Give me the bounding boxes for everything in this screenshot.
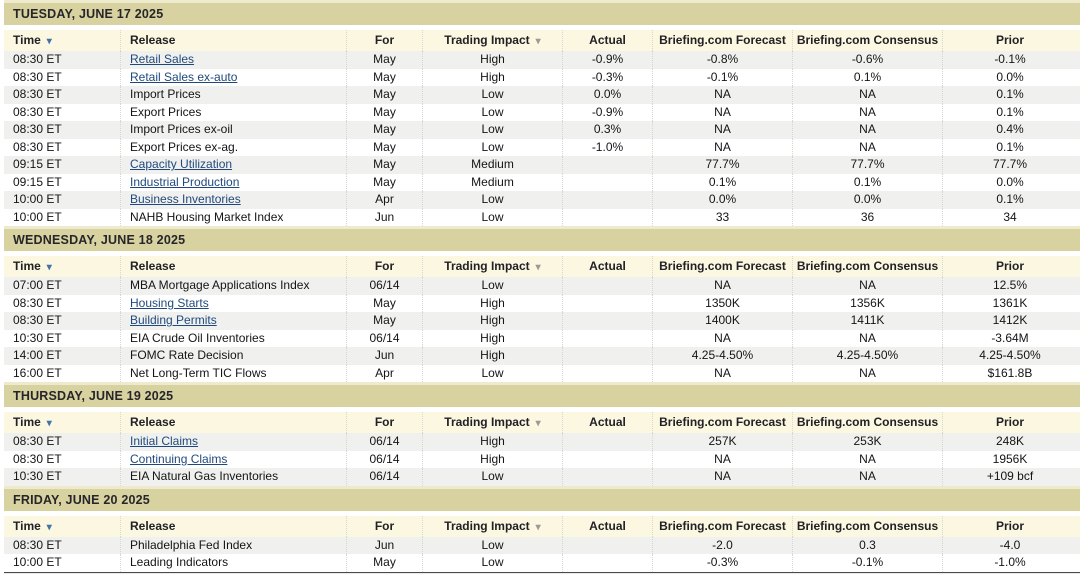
column-header-actual bbox=[562, 30, 652, 51]
column-header-for bbox=[346, 30, 422, 51]
cell-actual bbox=[562, 365, 652, 383]
column-header-row bbox=[4, 516, 1080, 537]
cell-consensus: -0.6% bbox=[792, 51, 942, 69]
cell-forecast: 0.1% bbox=[652, 174, 792, 192]
column-header-label-actual: Actual bbox=[589, 259, 626, 273]
cell-consensus: 1411K bbox=[792, 312, 942, 330]
cell-for: May bbox=[346, 104, 422, 122]
cell-time: 16:00 ET bbox=[13, 365, 62, 380]
cell-forecast: 77.7% bbox=[652, 156, 792, 174]
cell-actual bbox=[562, 156, 652, 174]
cell-consensus: NA bbox=[792, 139, 942, 157]
cell-time: 08:30 ET bbox=[13, 451, 62, 466]
release-link[interactable]: Housing Starts bbox=[130, 295, 209, 310]
cell-release bbox=[120, 312, 346, 330]
cell-release bbox=[120, 295, 346, 313]
column-header-label-forecast: Briefing.com Forecast bbox=[659, 259, 786, 273]
column-header-prior bbox=[942, 256, 1077, 277]
cell-for: Jun bbox=[346, 537, 422, 555]
day-header: WEDNESDAY, JUNE 18 2025 bbox=[4, 229, 1080, 251]
release-link[interactable]: Retail Sales ex-auto bbox=[130, 69, 238, 84]
column-header-label-time: Time bbox=[13, 33, 41, 47]
cell-impact: Low bbox=[422, 554, 562, 572]
cell-for: May bbox=[346, 174, 422, 192]
column-header-row bbox=[4, 256, 1080, 277]
column-header-prior bbox=[942, 516, 1077, 537]
trading-impact-filter-icon[interactable]: ▾ bbox=[535, 262, 541, 273]
release-row bbox=[4, 156, 1080, 174]
cell-forecast: NA bbox=[652, 365, 792, 383]
cell-consensus: NA bbox=[792, 451, 942, 469]
cell-release bbox=[120, 51, 346, 69]
release-row bbox=[4, 468, 1080, 486]
release-name: MBA Mortgage Applications Index bbox=[130, 278, 310, 292]
release-name: Export Prices ex-ag. bbox=[130, 139, 239, 154]
column-header-label-actual: Actual bbox=[589, 33, 626, 47]
cell-time: 10:00 ET bbox=[13, 209, 62, 224]
release-row bbox=[4, 365, 1080, 383]
column-header-actual bbox=[562, 256, 652, 277]
column-header-label-for: For bbox=[374, 259, 395, 273]
cell-release bbox=[120, 433, 346, 451]
cell-impact: Low bbox=[422, 104, 562, 122]
column-header-label-forecast: Briefing.com Forecast bbox=[659, 415, 786, 429]
cell-time: 09:15 ET bbox=[13, 157, 62, 171]
cell-actual: -0.3% bbox=[562, 69, 652, 87]
day-header: FRIDAY, JUNE 20 2025 bbox=[4, 489, 1080, 511]
column-header-row bbox=[4, 412, 1080, 433]
column-header-release bbox=[120, 516, 346, 537]
cell-consensus: NA bbox=[792, 121, 942, 139]
cell-actual bbox=[562, 451, 652, 469]
release-row bbox=[4, 209, 1080, 227]
cell-forecast: NA bbox=[652, 330, 792, 348]
cell-consensus: 0.1% bbox=[792, 69, 942, 87]
time-sort-icon[interactable]: ▾ bbox=[46, 418, 52, 429]
cell-time: 14:00 ET bbox=[13, 348, 62, 362]
release-link[interactable]: Initial Claims bbox=[130, 434, 199, 448]
cell-forecast: NA bbox=[652, 468, 792, 486]
cell-for: May bbox=[346, 295, 422, 313]
cell-forecast: 1400K bbox=[652, 312, 792, 330]
cell-for: Jun bbox=[346, 347, 422, 365]
cell-consensus: 0.3 bbox=[792, 537, 942, 555]
cell-actual bbox=[562, 191, 652, 209]
cell-actual: 0.0% bbox=[562, 86, 652, 104]
release-name: Philadelphia Fed Index bbox=[130, 537, 253, 552]
release-name: EIA Crude Oil Inventories bbox=[130, 330, 265, 345]
column-header-label-release: Release bbox=[130, 415, 176, 429]
release-row bbox=[4, 86, 1080, 104]
column-header-label-prior: Prior bbox=[995, 259, 1024, 273]
cell-impact: Medium bbox=[422, 156, 562, 174]
release-row bbox=[4, 51, 1080, 69]
cell-prior: 0.1% bbox=[942, 191, 1077, 209]
column-header-label-impact: Trading Impact bbox=[444, 518, 530, 533]
cell-prior: 0.0% bbox=[942, 69, 1077, 87]
cell-consensus: 36 bbox=[792, 209, 942, 227]
cell-prior: 0.1% bbox=[942, 139, 1077, 157]
cell-time: 08:30 ET bbox=[13, 313, 62, 327]
cell-actual bbox=[562, 295, 652, 313]
release-name: Import Prices bbox=[130, 87, 201, 101]
cell-actual: 0.3% bbox=[562, 121, 652, 139]
cell-for: 06/14 bbox=[346, 433, 422, 451]
release-row bbox=[4, 174, 1080, 192]
column-header-label-release: Release bbox=[130, 33, 176, 47]
cell-forecast: 0.0% bbox=[652, 191, 792, 209]
column-header-label-consensus: Briefing.com Consensus bbox=[796, 33, 939, 47]
cell-consensus: NA bbox=[792, 277, 942, 295]
cell-time: 10:00 ET bbox=[13, 555, 62, 569]
cell-prior: 4.25-4.50% bbox=[942, 347, 1077, 365]
column-header-label-prior: Prior bbox=[995, 415, 1024, 429]
column-header-for bbox=[346, 412, 422, 433]
release-name: EIA Natural Gas Inventories bbox=[130, 469, 279, 483]
cell-for: Apr bbox=[346, 365, 422, 383]
cell-actual bbox=[562, 209, 652, 227]
cell-actual: -0.9% bbox=[562, 51, 652, 69]
column-header-label-for: For bbox=[374, 33, 395, 47]
cell-consensus: 1356K bbox=[792, 295, 942, 313]
column-header-impact bbox=[422, 30, 562, 51]
time-sort-icon[interactable]: ▾ bbox=[46, 262, 52, 273]
cell-time: 09:15 ET bbox=[13, 174, 62, 189]
cell-forecast: NA bbox=[652, 104, 792, 122]
release-row bbox=[4, 451, 1080, 469]
cell-time: 10:30 ET bbox=[13, 469, 62, 483]
column-header-prior bbox=[942, 30, 1077, 51]
cell-time: 08:30 ET bbox=[13, 434, 62, 448]
day-header: THURSDAY, JUNE 19 2025 bbox=[4, 385, 1080, 407]
cell-actual: -0.9% bbox=[562, 104, 652, 122]
column-header-label-for: For bbox=[374, 518, 395, 533]
column-header-label-prior: Prior bbox=[995, 518, 1024, 533]
cell-actual bbox=[562, 433, 652, 451]
cell-actual bbox=[562, 554, 652, 572]
cell-release bbox=[120, 277, 346, 295]
release-name: Leading Indicators bbox=[130, 555, 229, 569]
release-row bbox=[4, 537, 1080, 555]
cell-prior: $161.8B bbox=[942, 365, 1077, 383]
cell-prior: 0.4% bbox=[942, 121, 1077, 139]
cell-release bbox=[120, 121, 346, 139]
cell-forecast: 257K bbox=[652, 433, 792, 451]
release-row bbox=[4, 347, 1080, 365]
cell-impact: High bbox=[422, 51, 562, 69]
column-header-actual bbox=[562, 516, 652, 537]
release-name: Export Prices bbox=[130, 104, 202, 119]
cell-actual bbox=[562, 174, 652, 192]
cell-forecast: -2.0 bbox=[652, 537, 792, 555]
column-header-label-for: For bbox=[374, 415, 395, 429]
cell-release bbox=[120, 86, 346, 104]
release-row bbox=[4, 104, 1080, 122]
time-sort-icon[interactable]: ▾ bbox=[46, 36, 52, 47]
column-header-label-forecast: Briefing.com Forecast bbox=[659, 518, 786, 533]
economic-calendar-table bbox=[4, 0, 1080, 574]
release-link[interactable]: Continuing Claims bbox=[130, 451, 228, 466]
release-row bbox=[4, 433, 1080, 451]
release-row bbox=[4, 191, 1080, 209]
cell-prior: -4.0 bbox=[942, 537, 1077, 555]
release-name: FOMC Rate Decision bbox=[130, 348, 244, 362]
cell-impact: Low bbox=[422, 139, 562, 157]
cell-consensus: NA bbox=[792, 365, 942, 383]
release-name: Net Long-Term TIC Flows bbox=[130, 365, 267, 380]
column-header-time bbox=[4, 30, 120, 51]
cell-consensus: 0.1% bbox=[792, 174, 942, 192]
cell-for: Apr bbox=[346, 191, 422, 209]
column-header-consensus bbox=[792, 516, 942, 537]
cell-for: 06/14 bbox=[346, 468, 422, 486]
column-header-label-release: Release bbox=[130, 518, 176, 533]
cell-forecast: -0.8% bbox=[652, 51, 792, 69]
column-header-label-time: Time bbox=[13, 259, 41, 273]
cell-release bbox=[120, 174, 346, 192]
cell-forecast: -0.3% bbox=[652, 554, 792, 572]
cell-prior: 34 bbox=[942, 209, 1077, 227]
column-header-forecast bbox=[652, 256, 792, 277]
column-header-forecast bbox=[652, 516, 792, 537]
cell-impact: Low bbox=[422, 277, 562, 295]
cell-consensus: 4.25-4.50% bbox=[792, 347, 942, 365]
column-header-impact bbox=[422, 412, 562, 433]
cell-impact: High bbox=[422, 347, 562, 365]
cell-release bbox=[120, 209, 346, 227]
release-link[interactable]: Building Permits bbox=[130, 313, 217, 327]
cell-time: 08:30 ET bbox=[13, 295, 62, 310]
column-header-prior bbox=[942, 412, 1077, 433]
column-header-label-release: Release bbox=[130, 259, 176, 273]
cell-time: 08:30 ET bbox=[13, 139, 62, 154]
column-header-row bbox=[4, 30, 1080, 51]
column-header-consensus bbox=[792, 30, 942, 51]
release-row bbox=[4, 139, 1080, 157]
cell-impact: Low bbox=[422, 86, 562, 104]
cell-for: 06/14 bbox=[346, 330, 422, 348]
column-header-label-impact: Trading Impact bbox=[444, 415, 530, 429]
cell-for: May bbox=[346, 86, 422, 104]
cell-impact: High bbox=[422, 330, 562, 348]
cell-prior: 0.1% bbox=[942, 104, 1077, 122]
cell-time: 10:00 ET bbox=[13, 192, 62, 206]
cell-impact: Low bbox=[422, 191, 562, 209]
column-header-consensus bbox=[792, 256, 942, 277]
cell-forecast: -0.1% bbox=[652, 69, 792, 87]
cell-impact: High bbox=[422, 69, 562, 87]
cell-forecast: 1350K bbox=[652, 295, 792, 313]
cell-forecast: NA bbox=[652, 277, 792, 295]
cell-release bbox=[120, 330, 346, 348]
cell-impact: High bbox=[422, 433, 562, 451]
column-header-label-time: Time bbox=[13, 415, 41, 429]
cell-for: Jun bbox=[346, 209, 422, 227]
column-header-for bbox=[346, 256, 422, 277]
cell-forecast: 4.25-4.50% bbox=[652, 347, 792, 365]
cell-for: May bbox=[346, 139, 422, 157]
cell-consensus: NA bbox=[792, 104, 942, 122]
cell-impact: Low bbox=[422, 121, 562, 139]
column-header-consensus bbox=[792, 412, 942, 433]
column-header-label-actual: Actual bbox=[589, 518, 626, 533]
cell-time: 08:30 ET bbox=[13, 69, 62, 84]
column-header-label-consensus: Briefing.com Consensus bbox=[796, 259, 939, 273]
cell-consensus: 77.7% bbox=[792, 156, 942, 174]
cell-prior: -3.64M bbox=[942, 330, 1077, 348]
release-link[interactable]: Retail Sales bbox=[130, 52, 195, 66]
cell-forecast: NA bbox=[652, 86, 792, 104]
release-link[interactable]: Industrial Production bbox=[130, 174, 240, 189]
cell-impact: Low bbox=[422, 537, 562, 555]
column-header-forecast bbox=[652, 30, 792, 51]
cell-release bbox=[120, 347, 346, 365]
release-row bbox=[4, 295, 1080, 313]
cell-time: 10:30 ET bbox=[13, 330, 62, 345]
cell-prior: -0.1% bbox=[942, 51, 1077, 69]
cell-prior: 1956K bbox=[942, 451, 1077, 469]
cell-prior: +109 bcf bbox=[942, 468, 1077, 486]
cell-release bbox=[120, 468, 346, 486]
cell-actual bbox=[562, 347, 652, 365]
cell-prior: 248K bbox=[942, 433, 1077, 451]
cell-prior: 0.1% bbox=[942, 86, 1077, 104]
cell-time: 08:30 ET bbox=[13, 52, 62, 66]
column-header-label-prior: Prior bbox=[995, 33, 1024, 47]
cell-impact: Medium bbox=[422, 174, 562, 192]
cell-impact: High bbox=[422, 451, 562, 469]
cell-actual bbox=[562, 330, 652, 348]
column-header-release bbox=[120, 30, 346, 51]
cell-time: 08:30 ET bbox=[13, 122, 62, 136]
column-header-impact bbox=[422, 256, 562, 277]
column-header-label-time: Time bbox=[13, 518, 41, 533]
cell-consensus: 253K bbox=[792, 433, 942, 451]
column-header-time bbox=[4, 256, 120, 277]
cell-impact: Low bbox=[422, 365, 562, 383]
column-header-release bbox=[120, 256, 346, 277]
cell-for: 06/14 bbox=[346, 277, 422, 295]
cell-actual bbox=[562, 537, 652, 555]
cell-prior: 0.0% bbox=[942, 174, 1077, 192]
release-row bbox=[4, 69, 1080, 87]
time-sort-icon[interactable]: ▾ bbox=[46, 521, 52, 533]
cell-forecast: NA bbox=[652, 451, 792, 469]
column-header-label-impact: Trading Impact bbox=[444, 259, 530, 273]
release-link[interactable]: Business Inventories bbox=[130, 192, 241, 206]
cell-for: May bbox=[346, 312, 422, 330]
cell-release bbox=[120, 554, 346, 572]
cell-actual bbox=[562, 468, 652, 486]
release-name: Import Prices ex-oil bbox=[130, 122, 233, 136]
cell-release bbox=[120, 365, 346, 383]
cell-consensus: NA bbox=[792, 330, 942, 348]
cell-time: 08:30 ET bbox=[13, 537, 62, 552]
release-row bbox=[4, 277, 1080, 295]
column-header-forecast bbox=[652, 412, 792, 433]
trading-impact-filter-icon[interactable]: ▾ bbox=[535, 36, 541, 47]
cell-for: May bbox=[346, 51, 422, 69]
day-header: TUESDAY, JUNE 17 2025 bbox=[4, 3, 1080, 25]
column-header-label-actual: Actual bbox=[589, 415, 626, 429]
column-header-time bbox=[4, 412, 120, 433]
cell-release bbox=[120, 139, 346, 157]
cell-consensus: NA bbox=[792, 86, 942, 104]
column-header-impact bbox=[422, 516, 562, 537]
trading-impact-filter-icon[interactable]: ▾ bbox=[535, 521, 541, 533]
cell-consensus: NA bbox=[792, 468, 942, 486]
cell-actual bbox=[562, 277, 652, 295]
cell-consensus: -0.1% bbox=[792, 554, 942, 572]
cell-actual: -1.0% bbox=[562, 139, 652, 157]
cell-forecast: NA bbox=[652, 121, 792, 139]
release-row bbox=[4, 121, 1080, 139]
cell-impact: High bbox=[422, 295, 562, 313]
cell-for: May bbox=[346, 156, 422, 174]
column-header-release bbox=[120, 412, 346, 433]
cell-for: 06/14 bbox=[346, 451, 422, 469]
cell-release bbox=[120, 537, 346, 555]
cell-release bbox=[120, 104, 346, 122]
cell-for: May bbox=[346, 121, 422, 139]
cell-time: 08:30 ET bbox=[13, 87, 62, 101]
cell-impact: High bbox=[422, 312, 562, 330]
column-header-for bbox=[346, 516, 422, 537]
cell-prior: 1361K bbox=[942, 295, 1077, 313]
cell-actual bbox=[562, 312, 652, 330]
column-header-label-consensus: Briefing.com Consensus bbox=[796, 415, 939, 429]
cell-time: 08:30 ET bbox=[13, 104, 62, 119]
cell-prior: 77.7% bbox=[942, 156, 1077, 174]
cell-prior: 12.5% bbox=[942, 277, 1077, 295]
cell-consensus: 0.0% bbox=[792, 191, 942, 209]
release-name: NAHB Housing Market Index bbox=[130, 209, 284, 224]
column-header-label-impact: Trading Impact bbox=[444, 33, 530, 47]
cell-for: May bbox=[346, 554, 422, 572]
cell-release bbox=[120, 69, 346, 87]
trading-impact-filter-icon[interactable]: ▾ bbox=[535, 418, 541, 429]
cell-forecast: NA bbox=[652, 139, 792, 157]
cell-impact: Low bbox=[422, 468, 562, 486]
column-header-actual bbox=[562, 412, 652, 433]
cell-for: May bbox=[346, 69, 422, 87]
release-row bbox=[4, 554, 1080, 572]
column-header-time bbox=[4, 516, 120, 537]
cell-time: 07:00 ET bbox=[13, 278, 62, 292]
cell-prior: 1412K bbox=[942, 312, 1077, 330]
cell-release bbox=[120, 156, 346, 174]
release-link[interactable]: Capacity Utilization bbox=[130, 157, 233, 171]
release-row bbox=[4, 330, 1080, 348]
column-header-label-consensus: Briefing.com Consensus bbox=[796, 518, 939, 533]
cell-prior: -1.0% bbox=[942, 554, 1077, 572]
cell-forecast: 33 bbox=[652, 209, 792, 227]
cell-impact: Low bbox=[422, 209, 562, 227]
cell-release bbox=[120, 191, 346, 209]
cell-release bbox=[120, 451, 346, 469]
release-row bbox=[4, 312, 1080, 330]
column-header-label-forecast: Briefing.com Forecast bbox=[659, 33, 786, 47]
